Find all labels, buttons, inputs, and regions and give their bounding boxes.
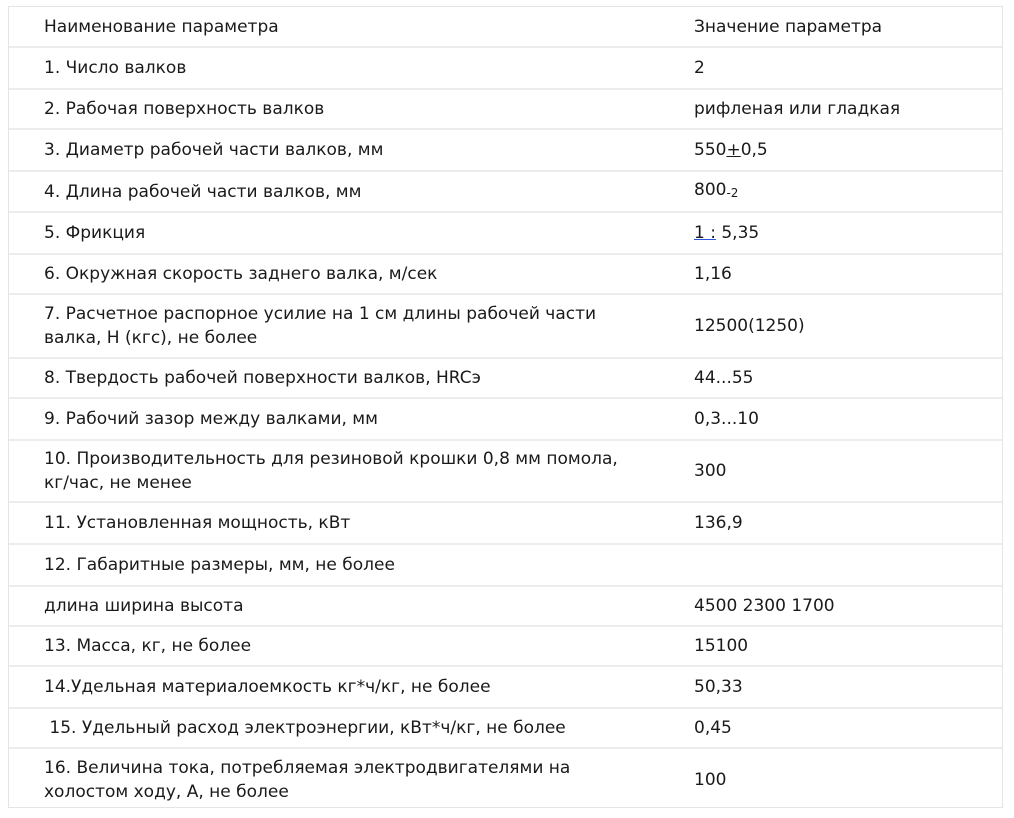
param-value: 44...55 (659, 358, 1002, 398)
param-name: 15. Удельный расход электроэнергии, кВт*ч/кг, не более (9, 708, 659, 748)
table-row (9, 666, 1002, 708)
param-value: 0,45 (659, 708, 1002, 748)
param-name: 7. Расчетное распорное усилие на 1 см длины рабочей части валка, Н (кгс), не более (9, 294, 659, 358)
table-row (9, 748, 1002, 810)
table-row (9, 544, 1002, 586)
header-name: Наименование параметра (9, 7, 659, 47)
param-name: 6. Окружная скорость заднего валка, м/сек (9, 254, 659, 294)
table-row (9, 626, 1002, 666)
param-value: 300 (659, 440, 1002, 502)
table-row (9, 212, 1002, 254)
param-value: 136,9 (659, 502, 1002, 544)
param-name: 5. Фрикция (9, 212, 659, 254)
param-name: 10. Производительность для резиновой крошки 0,8 мм помола, кг/час, не менее (9, 440, 659, 502)
table-row (9, 254, 1002, 294)
param-name: 8. Твердость рабочей поверхности валков, HRCэ (9, 358, 659, 398)
param-name: 4. Длина рабочей части валков, мм (9, 171, 659, 212)
table-row (9, 47, 1002, 89)
param-value: рифленая или гладкая (659, 89, 1002, 129)
param-name: 1. Число валков (9, 47, 659, 89)
param-name: 3. Диаметр рабочей части валков, мм (9, 129, 659, 171)
param-value: 0,3...10 (659, 398, 1002, 440)
table-row (9, 129, 1002, 171)
param-value: 1,16 (659, 254, 1002, 294)
value-tail: 5,35 (715, 223, 760, 243)
param-value (659, 544, 1002, 586)
param-name: 13. Масса, кг, не более (9, 626, 659, 666)
param-name: длина ширина высота (9, 586, 659, 626)
param-value: 4500 2300 1700 (659, 586, 1002, 626)
table-row (9, 502, 1002, 544)
ratio-link[interactable]: 1 : (694, 223, 716, 243)
table-row (9, 89, 1002, 129)
param-value (659, 171, 1002, 212)
table-row (9, 398, 1002, 440)
value-main: 550 (694, 140, 727, 160)
param-value: 12500(1250) (659, 294, 1002, 358)
table-row (9, 171, 1002, 212)
table-row (9, 708, 1002, 748)
param-value: 15100 (659, 626, 1002, 666)
table-row (9, 294, 1002, 358)
param-value (659, 129, 1002, 171)
parameters-table-container (8, 6, 1003, 808)
param-name: 14.Удельная материалоемкость кг*ч/кг, не более (9, 666, 659, 708)
value-main: 800 (694, 180, 727, 200)
param-name: 16. Величина тока, потребляемая электродвигателями на холостом ходу, А, не более (44, 757, 571, 802)
value-tolerance: 0,5 (740, 140, 768, 160)
header-value: Значение параметра (659, 7, 1002, 47)
table-row (9, 440, 1002, 502)
param-name: 9. Рабочий зазор между валками, мм (9, 398, 659, 440)
table-header-row (9, 7, 1002, 47)
table-row (9, 358, 1002, 398)
param-value (659, 212, 1002, 254)
plus-minus-sign: + (726, 140, 741, 160)
table-row (9, 586, 1002, 626)
param-name: 12. Габаритные размеры, мм, не более (9, 544, 659, 586)
param-value: 2 (659, 47, 1002, 89)
param-value: 50,33 (659, 666, 1002, 708)
value-subscript: -2 (726, 186, 739, 200)
param-value: 100 (694, 769, 727, 790)
param-name: 2. Рабочая поверхность валков (9, 89, 659, 129)
parameters-table (9, 7, 1002, 810)
param-name: 11. Установленная мощность, кВт (9, 502, 659, 544)
